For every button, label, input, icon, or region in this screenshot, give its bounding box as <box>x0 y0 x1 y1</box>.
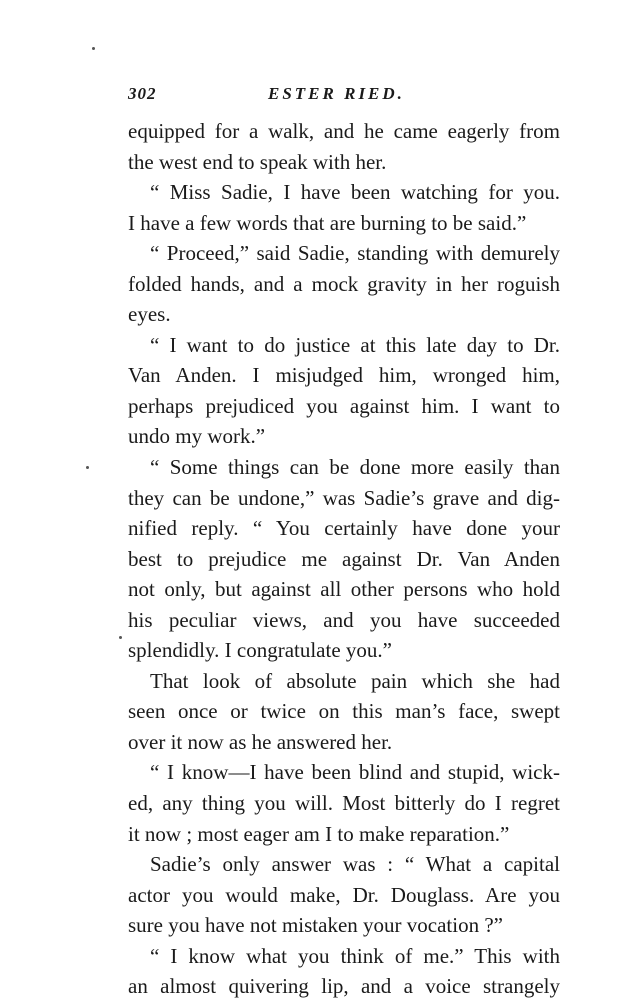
text-line: “ I know—I have been blind and stupid, wick- <box>150 760 560 785</box>
text-line: not only, but against all other persons who hold <box>128 577 560 602</box>
text-line: Van Anden. I misjudged him, wronged him, <box>128 363 560 388</box>
text-line: ed, any thing you will. Most bitterly do I regret <box>128 791 560 816</box>
text-line: “ Some things can be done more easily than <box>150 455 560 480</box>
text-line: seen once or twice on this man’s face, swept <box>128 699 560 724</box>
text-line: “ Proceed,” said Sadie, standing with demurely <box>150 241 560 266</box>
text-line: over it now as he answered her. <box>128 729 393 754</box>
text-line: “ Miss Sadie, I have been watching for you. <box>150 180 560 205</box>
text-line: it now ; most eager am I to make reparation.” <box>128 821 510 846</box>
text-line: best to prejudice me against Dr. Van Anden <box>128 546 560 571</box>
text-line: the west end to speak with her. <box>128 149 387 174</box>
text-line: I have a few words that are burning to be said.” <box>128 210 527 235</box>
print-speck <box>92 47 95 50</box>
print-speck <box>119 636 122 639</box>
print-speck <box>86 466 89 469</box>
page-number: 302 <box>128 84 157 103</box>
text-line: That look of absolute pain which she had <box>150 668 560 693</box>
page-header <box>128 84 560 108</box>
text-line: Sadie’s only answer was : “ What a capital <box>150 852 560 877</box>
text-line: they can be undone,” was Sadie’s grave and dig- <box>128 485 560 510</box>
body-text <box>128 116 560 1002</box>
text-line: folded hands, and a mock gravity in her roguish <box>128 271 560 296</box>
text-line: sure you have not mistaken your vocation ?” <box>128 913 503 938</box>
text-line: equipped for a walk, and he came eagerly from <box>128 119 560 143</box>
text-line: splendidly. I congratulate you.” <box>128 638 392 663</box>
text-line: actor you would make, Dr. Douglass. Are you <box>128 882 560 907</box>
text-line: eyes. <box>128 302 171 327</box>
text-line: perhaps prejudiced you against him. I want to <box>128 393 560 418</box>
text-line: an almost quivering lip, and a voice strangely <box>128 974 560 999</box>
text-line: undo my work.” <box>128 424 266 449</box>
text-line: nified reply. “ You certainly have done your <box>128 516 560 541</box>
text-line: “ I want to do justice at this late day to Dr. <box>150 332 560 357</box>
running-head: ESTER RIED. <box>268 84 405 103</box>
text-line: “ I know what you think of me.” This with <box>150 943 560 968</box>
text-line: his peculiar views, and you have succeeded <box>128 607 560 632</box>
